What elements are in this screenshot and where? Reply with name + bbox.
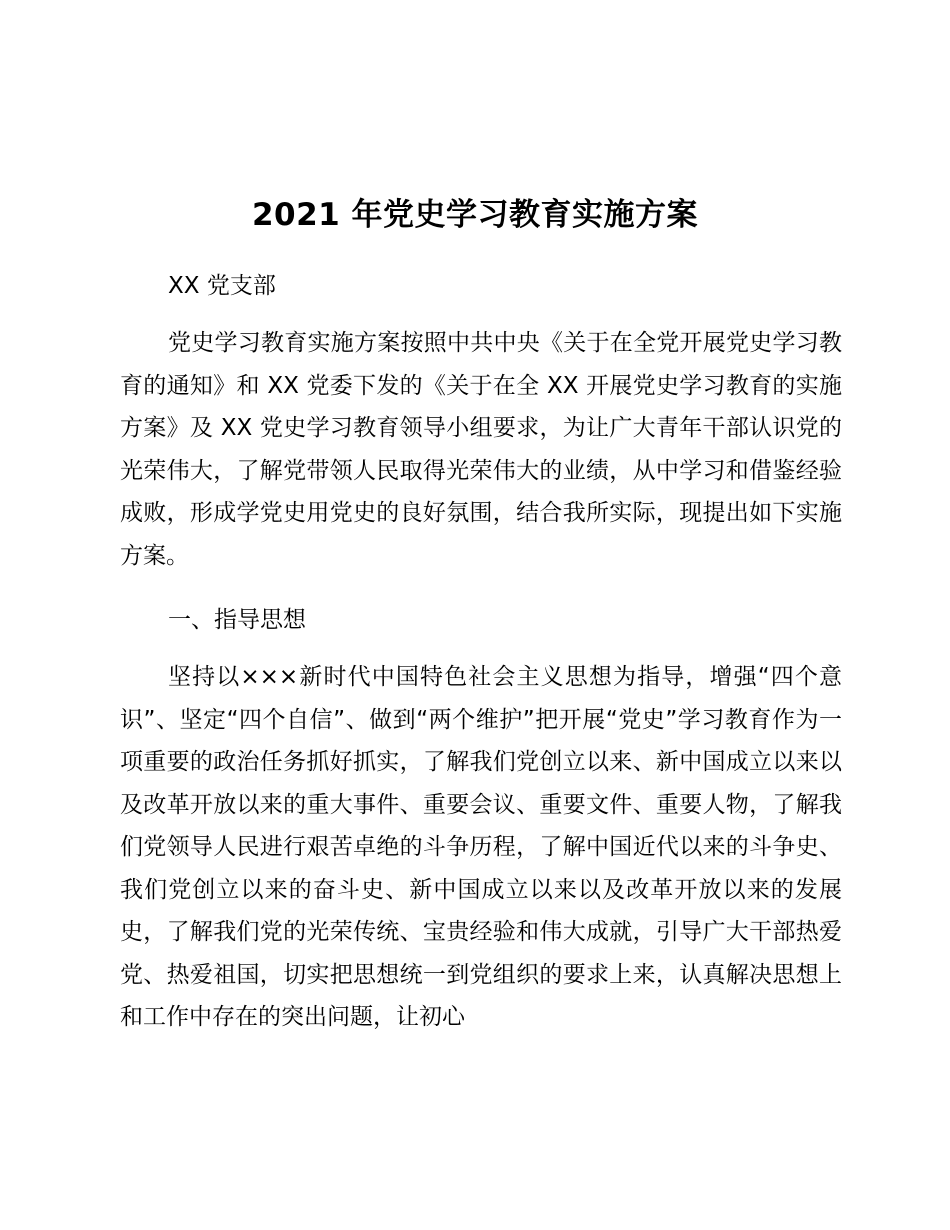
section-paragraph-guiding-ideology: 坚持以×××新时代中国特色社会主义思想为指导，增强“四个意识”、坚定“四个自信”、做到“两个维护”把开展“党史”学习教育作为一项重要的政治任务抓好抓实，了解我们党创立以来、新中国成立以来以及改革开放以来的重大事件、重要会议、重要文件、重要人物，了解我们党领导人民进行艰苦卓绝的斗争历程，了解中国近代以来的斗争史、我们党创立以来的奋斗史、新中国成立以来以及改革开放以来的发展史，了解我们党的光荣传统、宝贵经验和伟大成就，引导广大干部热爱党、热爱祖国，切实把思想统一到党组织的要求上来，认真解决思想上和工作中存在的突出问题，让初心 [120, 664, 842, 1030]
intro-paragraph: 党史学习教育实施方案按照中共中央《关于在全党开展党史学习教育的通知》和 XX 党委下发的《关于在全 XX 开展党史学习教育的实施方案》及 XX 党史学习教育领导小组要求，为让广大青年干部认识党的光荣伟大，了解党带领人民取得光荣伟大的业绩，从中学习和借鉴经验成败，形成学党史用党史的良好氛围，结合我所实际，现提出如下实施方案。 [120, 330, 842, 569]
organization-name: XX 党支部 [168, 273, 276, 299]
section-heading-guiding-ideology: 一、指导思想 [168, 607, 306, 633]
document-title: 2021 年党史学习教育实施方案 [251, 197, 699, 233]
